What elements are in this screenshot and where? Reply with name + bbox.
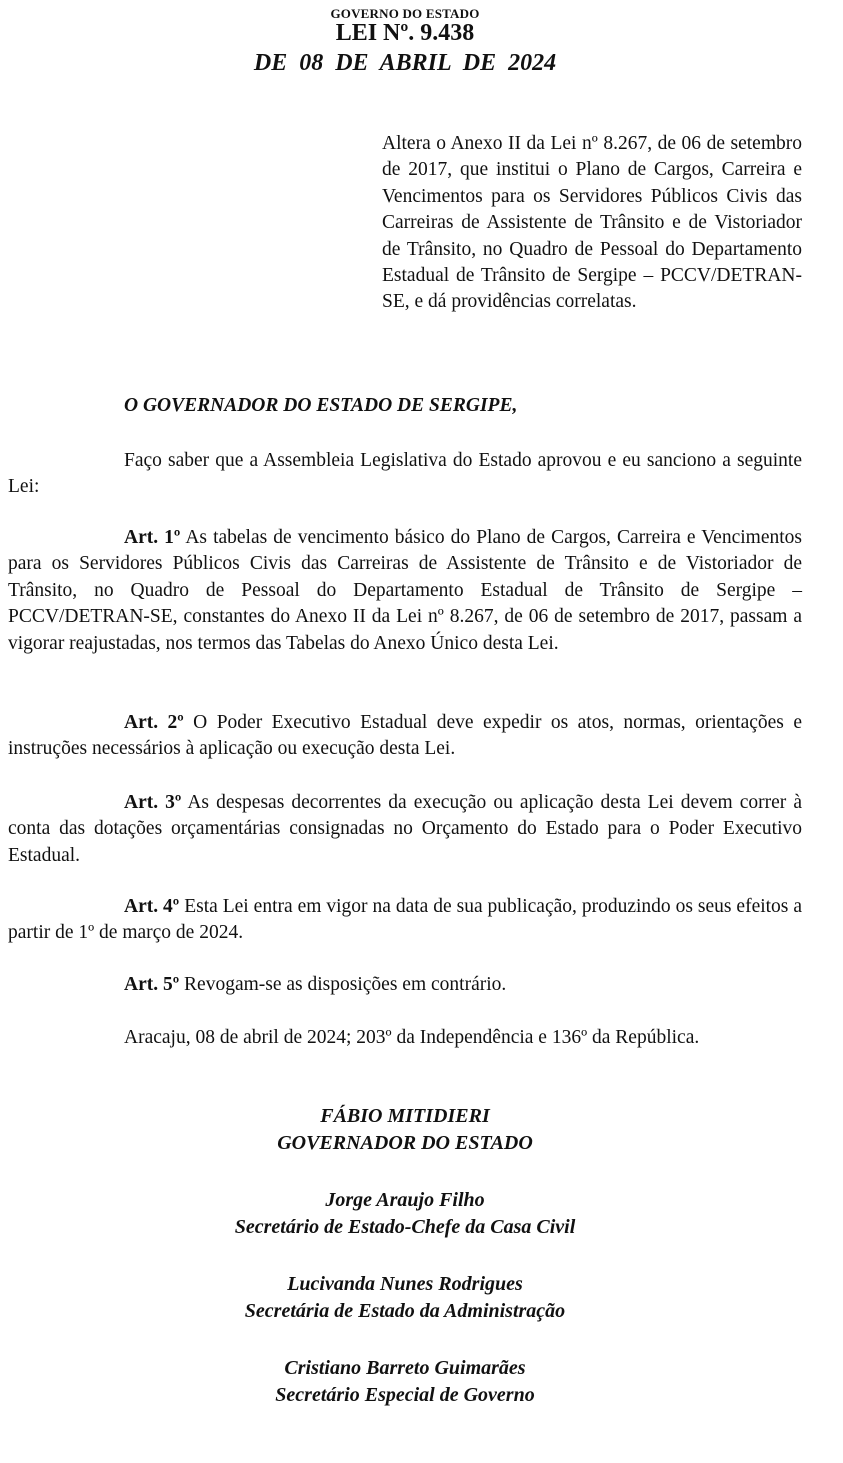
article-label: Art. 2º <box>124 712 184 733</box>
article-text: Revogam-se as disposições em contrário. <box>179 974 507 995</box>
law-summary-ementa: Altera o Anexo II da Lei nº 8.267, de 06 de setembro de 2017, que institui o Plano de Cargos, Carreira e Vencimentos para os Servidores Públicos Civis das Carreiras de Assistente de Trânsito e de Vistoriador de Trânsito, no Quadro de Pessoal do Departamento Estadual de Trânsito de Sergipe – PCCV/DETRAN-SE, e dá providências correlatas. <box>382 133 802 313</box>
signature-block-governo <box>0 1355 810 1409</box>
article-3 <box>8 790 802 869</box>
law-number: LEI Nº. 9.438 <box>335 20 475 46</box>
article-label: Art. 5º <box>124 974 180 995</box>
article-5 <box>8 972 802 998</box>
signatory-title: Secretário de Estado-Chefe da Casa Civil <box>234 1216 576 1238</box>
article-text: O Poder Executivo Estadual deve expedir os atos, normas, orientações e instruções necessários à aplicação ou execução desta Lei. <box>8 712 802 760</box>
signatory-title: Secretário Especial de Governo <box>275 1384 535 1406</box>
signatory-title: Secretária de Estado da Administração <box>244 1300 566 1322</box>
signatory-name: Lucivanda Nunes Rodrigues <box>287 1273 523 1295</box>
government-header: GOVERNO DO ESTADO <box>330 6 480 21</box>
article-text: As tabelas de vencimento básico do Plano de Cargos, Carreira e Vencimentos para os Servidores Públicos Civis das Carreiras de Assistente de Trânsito e de Vistoriador de Trânsito, no Quadro de Pessoal do Departamento Estadual de Trânsito de Sergipe – PCCV/DETRAN-SE, constantes do Anexo II da Lei nº 8.267, de 06 de setembro de 2017, passam a vigorar reajustadas, nos termos das Tabelas do Anexo Único desta Lei. <box>8 527 802 654</box>
signature-block-governor <box>0 1103 810 1157</box>
article-text: Esta Lei entra em vigor na data de sua publicação, produzindo os seus efeitos a partir de 1º de março de 2024. <box>8 896 802 944</box>
signature-block-administracao <box>0 1271 810 1325</box>
article-4 <box>8 894 802 947</box>
article-2 <box>8 710 802 763</box>
article-label: Art. 4º <box>124 896 180 917</box>
signature-block-casa-civil <box>0 1187 810 1241</box>
closing-date-place: Aracaju, 08 de abril de 2024; 203º da Independência e 136º da República. <box>124 1027 700 1048</box>
governor-call: O GOVERNADOR DO ESTADO DE SERGIPE, <box>124 395 518 416</box>
preamble: Faço saber que a Assembleia Legislativa do Estado aprovou e eu sanciono a seguinte Lei: <box>8 450 802 498</box>
signatory-name: Cristiano Barreto Guimarães <box>284 1357 526 1379</box>
article-label: Art. 3º <box>124 792 182 813</box>
article-1 <box>8 525 802 657</box>
law-date: DE 08 DE ABRIL DE 2024 <box>253 50 557 76</box>
signatory-name: FÁBIO MITIDIERI <box>320 1105 490 1127</box>
signatory-name: Jorge Araujo Filho <box>325 1189 485 1211</box>
signatory-title: GOVERNADOR DO ESTADO <box>277 1132 533 1154</box>
article-label: Art. 1º <box>124 527 181 548</box>
article-text: As despesas decorrentes da execução ou aplicação desta Lei devem correr à conta das dotações orçamentárias consignadas no Orçamento do Estado para o Poder Executivo Estadual. <box>8 792 802 866</box>
